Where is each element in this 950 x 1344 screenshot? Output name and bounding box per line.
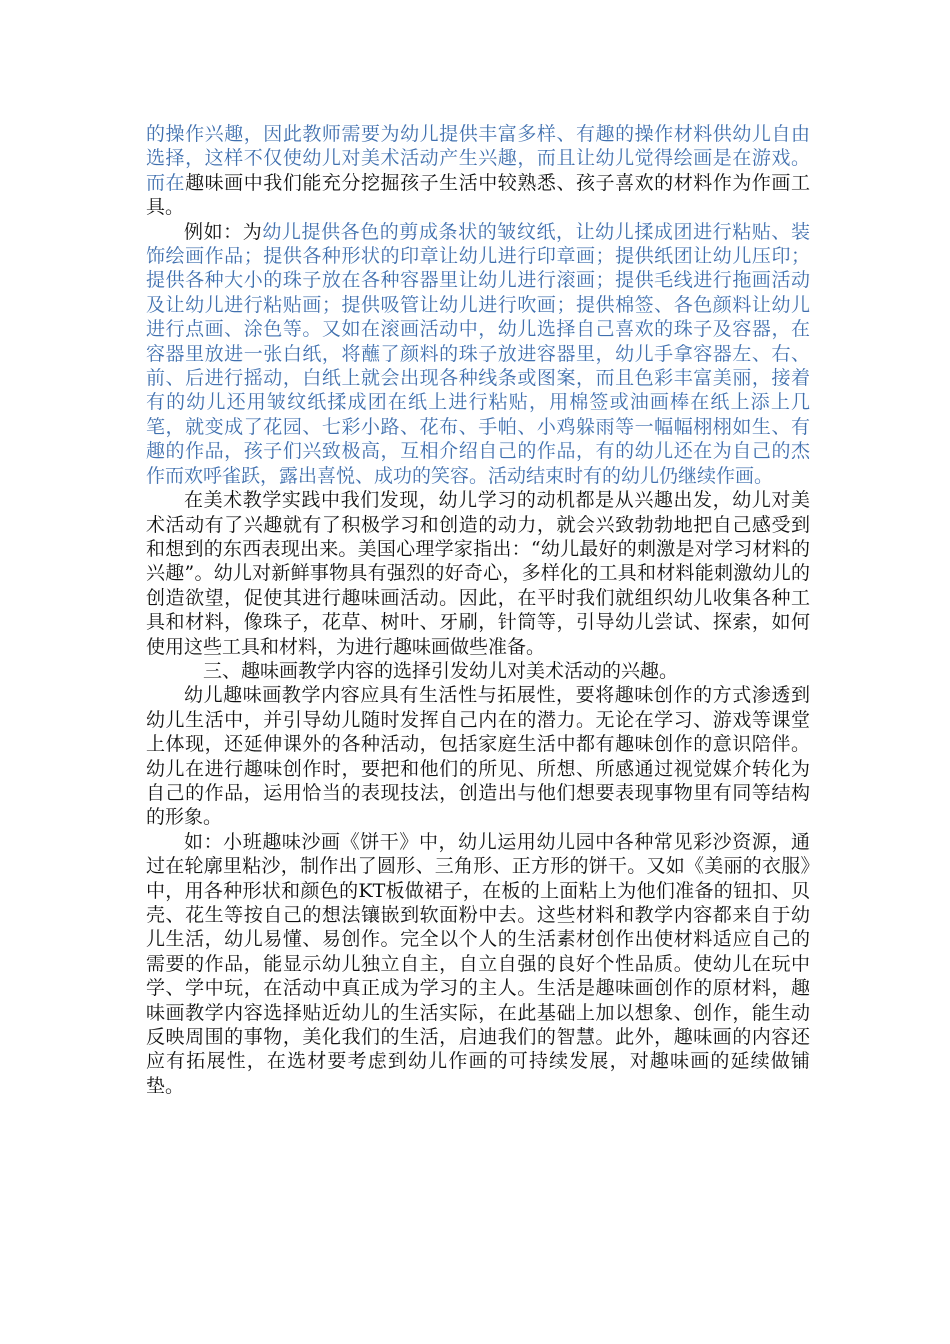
paragraph-5: 如：小班趣味沙画《饼干》中，幼儿运用幼儿园中各种常见彩沙资源，通过在轮廓里粘沙，制作出了圆形、三角形、正方形的饼干。又如《美丽的衣服》中，用各种形状和颜色的KT板做裙子，在板的上面粘上为他们准备的钮扣、贝壳、花生等按自己的想法镶嵌到软面粉中去。这些材料和教学内容都来自于幼儿生活，幼儿易懂、易创作。完全以个人的生活素材创作出使材料适应自己的需要的作品，能显示幼儿独立自主，自立自强的良好个性品质。使幼儿在玩中学、学中玩，在活动中真正成为学习的主人。生活是趣味画创作的原材料，趣味画教学内容选择贴近幼儿的生活实际，在此基础上加以想象、创作，能生动反映周围的事物，美化我们的生活，启迪我们的智慧。此外，趣味画的内容还应有拓展性，在选材要考虑到幼儿作画的可持续发展，对趣味画的延续做铺垫。 — [146, 830, 810, 1097]
paragraph-1-blue-text: 的操作兴趣，因此教师需要为幼儿提供丰富多样、有趣的操作材料供幼儿自由选择，这样不仅使幼儿对美术活动产生兴趣，而且让幼儿觉得绘画是在游戏。而在 — [146, 123, 810, 194]
paragraph-2-blue-text: 幼儿提供各色的剪成条状的皱纹纸，让幼儿揉成团进行粘贴、装饰绘画作品；提供各种形状的印章让幼儿进行印章画；提供纸团让幼儿压印；提供各种大小的珠子放在各种容器里让幼儿进行滚画；提供毛线进行拖画活动及让幼儿进行粘贴画；提供吸管让幼儿进行吹画；提供棉签、各色颜料让幼儿进行点画、涂色等。又如在滚画活动中，幼儿选择自己喜欢的珠子及容器，在容器里放进一张白纸，将蘸了颜料的珠子放进容器里，幼儿手拿容器左、右、前、后进行摇动，白纸上就会出现各种线条或图案，而且色彩丰富美丽，接着有的幼儿还用皱纹纸揉成团在纸上进行粘贴，用棉签或油画棒在纸上添上几笔，就变成了花园、七彩小路、花布、手帕、小鸡躲雨等一幅幅栩栩如生、有趣的作品，孩子们兴致极高，互相介绍自己的作品，有的幼儿还在为自己的杰作而欢呼雀跃，露出喜悦、成功的笑容。活动结束时有的幼儿仍继续作画。 — [146, 220, 810, 487]
paragraph-3: 在美术教学实践中我们发现，幼儿学习的动机都是从兴趣出发，幼儿对美术活动有了兴趣就有了积极学习和创造的动力，就会兴致勃勃地把自己感受到和想到的东西表现出来。美国心理学家指出：“幼儿最好的刺激是对学习材料的兴趣”。幼儿对新鲜事物具有强烈的好奇心，多样化的工具和材料能刺激幼儿的创造欲望，促使其进行趣味画活动。因此，在平时我们就组织幼儿收集各种工具和材料，像珠子，花草、树叶、牙刷，针筒等，引导幼儿尝试、探索，如何使用这些工具和材料，为进行趣味画做些准备。 — [146, 489, 810, 658]
section-heading-3: 三、趣味画教学内容的选择引发幼儿对美术活动的兴趣。 — [203, 659, 679, 682]
paragraph-1-black-text: 趣味画中我们能充分挖掘孩子生活中较熟悉、孩子喜欢的材料作为作画工具。 — [146, 171, 810, 219]
paragraph-1 — [146, 122, 810, 220]
paragraph-4: 幼儿趣味画教学内容应具有生活性与拓展性，要将趣味创作的方式渗透到幼儿生活中，并引导幼儿随时发挥自己内在的潜力。无论在学习、游戏等课堂上体现，还延伸课外的各种活动，包括家庭生活中都有趣味创作的意识陪伴。幼儿在进行趣味创作时，要把和他们的所见、所想、所感通过视觉媒介转化为自己的作品，运用恰当的表现技法，创造出与他们想要表现事物里有同等结构的形象。 — [146, 684, 810, 829]
paragraph-2 — [146, 220, 810, 488]
document-page — [146, 122, 810, 1098]
paragraph-2-black-text: 例如：为 — [184, 220, 263, 243]
